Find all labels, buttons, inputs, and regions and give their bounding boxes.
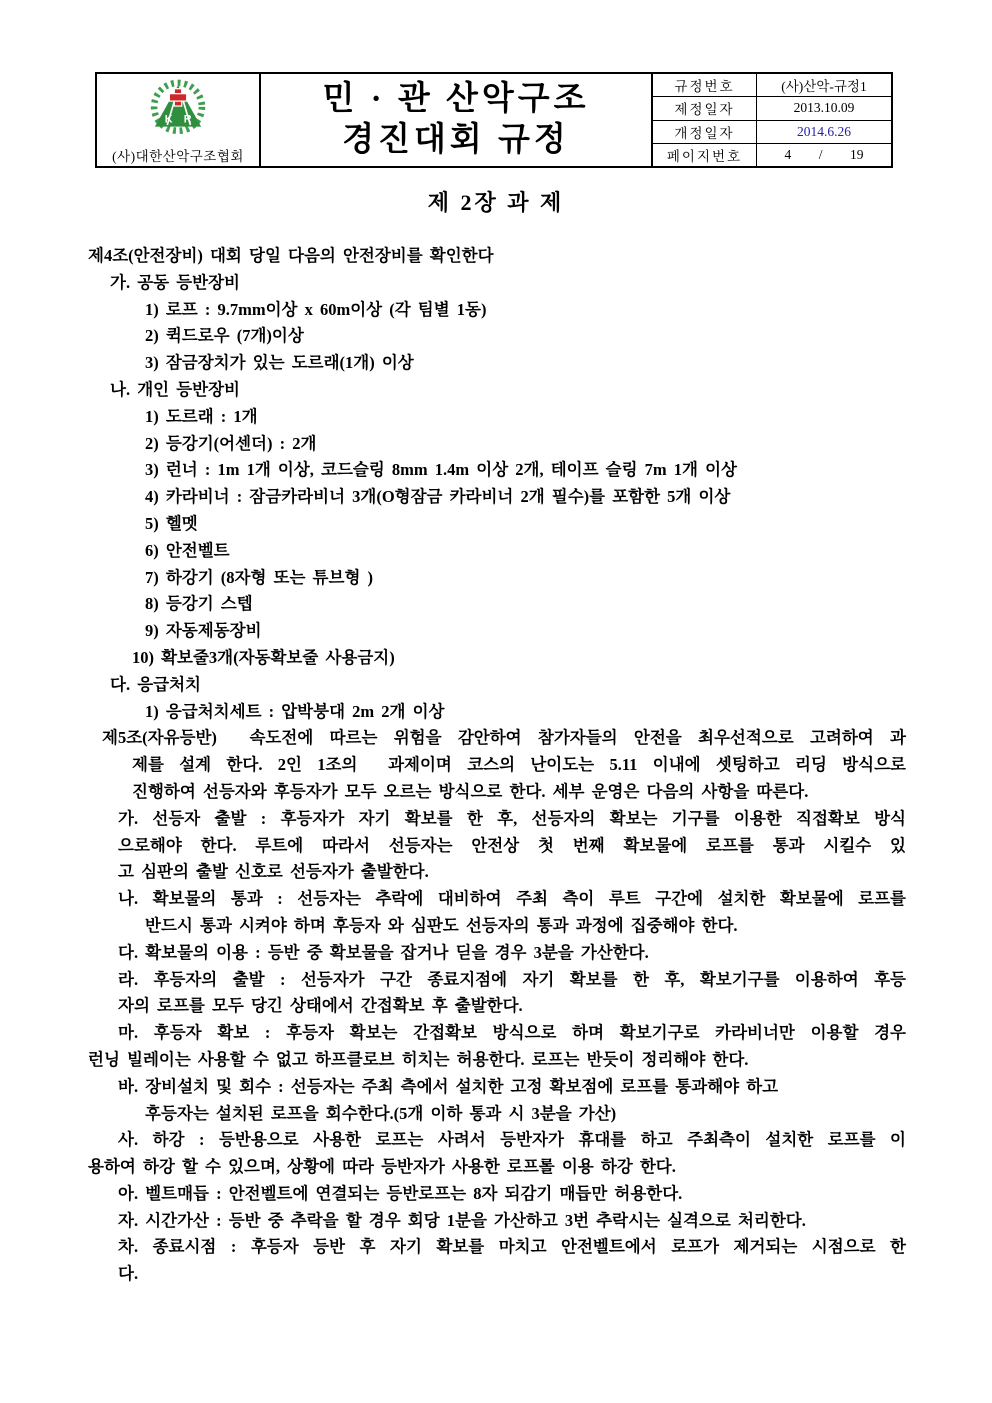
body-line: 나. 확보물의 통과 : 선등자는 추락에 대비하여 주최 측이 루트 구간에 설치한 확보물에 로프를 (118, 889, 906, 909)
body-line: 용하여 하강 할 수 있으며, 상황에 따라 등반자가 사용한 로프롤 이용 하강 한다. (88, 1157, 676, 1177)
body-line: 다. 응급처치 (110, 674, 201, 694)
body-line: 6) 안전벨트 (145, 540, 230, 560)
body-line: 1) 로프 : 9.7mm이상 x 60m이상 (각 팀별 1동) (145, 299, 487, 319)
body-line: 9) 자동제동장비 (145, 621, 262, 641)
body-line: 4) 카라비너 : 잠금카라비너 3개(O형잠금 카라비너 2개 필수)를 포함한 5개 이상 (145, 487, 731, 507)
body-line: 런닝 빌레이는 사용할 수 없고 하프클로브 히치는 허용한다. 로프는 반듯이 정리해야 한다. (88, 1049, 749, 1069)
body-line: 1) 도르래 : 1개 (145, 406, 258, 426)
document-title (261, 74, 653, 166)
chapter-heading: 제 2장 과 제 (427, 190, 565, 215)
body-line: 라. 후등자의 출발 : 선등자가 구간 종료지점에 자기 확보를 한 후, 확보기구를 이용하여 후등 (118, 969, 906, 989)
page-current: 4 (784, 146, 792, 162)
body-lines (88, 243, 906, 1288)
body-line: 제5조(자유등반) 속도전에 따르는 위험을 감안하여 참가자들의 안전을 최우선적으로 고려하여 과 (102, 728, 906, 748)
page-number-label: 페이지번호 (653, 144, 757, 166)
body-line: 고 심판의 출발 신호로 선등자가 출발한다. (118, 862, 429, 882)
enactment-date-label: 제정일자 (653, 97, 757, 120)
logo-cell (97, 74, 261, 166)
body-line: 가. 공동 등반장비 (110, 272, 240, 292)
organization-name: (사)대한산악구조협회 (112, 149, 244, 164)
body-line: 진행하여 선등자와 후등자가 모두 오르는 방식으로 한다. 세부 운영은 다음의 사항을 따른다. (132, 781, 809, 801)
body-line: 마. 후등자 확보 : 후등자 확보는 간접확보 방식으로 하며 확보기구로 카라비너만 이용할 경우 (118, 1023, 906, 1043)
regulation-number-value: (사)산악-규정1 (757, 74, 891, 97)
body-line: 차. 종료시점 : 후등자 등반 후 자기 확보를 마치고 안전벨트에서 로프가 제거되는 시점으로 한 (118, 1237, 906, 1257)
body-line: 아. 벨트매듭 : 안전벨트에 연결되는 등반로프는 8자 되감기 매듭만 허용한다. (118, 1183, 683, 1203)
document-title-line2: 경진대회 규정 (342, 122, 570, 158)
page-total: 19 (849, 146, 864, 162)
enactment-date-value: 2013.10.09 (757, 97, 891, 120)
body-line: 바. 장비설치 및 회수 : 선등자는 주최 측에서 설치한 고정 확보점에 로프를 통과해야 하고 (118, 1076, 779, 1096)
rescue-association-logo-icon (145, 78, 211, 144)
page-separator: / (818, 146, 823, 162)
body-line: 자의 로프를 모두 당긴 상태에서 간접확보 후 출발한다. (118, 996, 523, 1016)
revision-date-label: 개정일자 (653, 121, 757, 144)
body-line: 가. 선등자 출발 : 후등자가 자기 확보를 한 후, 선등자의 확보는 기구를 이용한 직접확보 방식 (118, 808, 906, 828)
body-line: 1) 응급처치세트 : 압박붕대 2m 2개 이상 (145, 701, 445, 721)
body-line: 다. 확보물의 이용 : 등반 중 확보물을 잡거나 딛을 경우 3분을 가산한다. (118, 942, 649, 962)
body-line: 제4조(안전장비) 대회 당일 다음의 안전장비를 확인한다 (88, 246, 494, 265)
body-line: 8) 등강기 스텝 (145, 594, 253, 614)
body-line: 다. (118, 1264, 139, 1284)
body-line: 으로해야 한다. 루트에 따라서 선등자는 안전상 첫 번째 확보물에 로프를 통과 시킬수 있 (118, 835, 906, 855)
body-line: 3) 잠금장치가 있는 도르래(1개) 이상 (145, 353, 414, 373)
body-line: 7) 하강기 (8자형 또는 튜브형 ) (145, 567, 373, 587)
body-line: 사. 하강 : 등반용으로 사용한 로프는 사려서 등반자가 휴대를 하고 주최측이 설치한 로프를 이 (118, 1130, 906, 1150)
logo-letter-r: R (183, 113, 192, 126)
body-line: 2) 등강기(어센더) : 2개 (145, 433, 317, 453)
regulation-number-label: 규정번호 (653, 74, 757, 97)
body-line: 5) 헬멧 (145, 513, 198, 533)
document-info-table (653, 74, 891, 166)
logo-letter-k: K (164, 113, 173, 126)
body-line: 3) 런너 : 1m 1개 이상, 코드슬링 8mm 1.4m 이상 2개, 테이프 슬링 7m 1개 이상 (145, 460, 737, 480)
document-title-line1: 민 · 관 산악구조 (322, 81, 590, 117)
revision-date-value: 2014.6.26 (757, 121, 891, 144)
page-number-value (757, 144, 891, 166)
body-line: 반드시 통과 시켜야 하며 후등자 와 심판도 선등자의 통과 과정에 집중해야 한다. (145, 915, 738, 935)
document-header-table (95, 72, 893, 168)
body-line: 10) 확보줄3개(자동확보줄 사용금지) (132, 647, 395, 667)
body-line: 후등자는 설치된 로프을 회수한다.(5개 이하 통과 시 3분을 가산) (145, 1103, 617, 1123)
body-line: 제를 설계 한다. 2인 1조의 과제이며 코스의 난이도는 5.11 이내에 셋팅하고 리딩 방식으로 (132, 755, 906, 775)
body-line: 나. 개인 등반장비 (110, 379, 240, 399)
body-line: 2) 퀵드로우 (7개)이상 (145, 326, 304, 346)
body-line: 자. 시간가산 : 등반 중 추락을 할 경우 회당 1분을 가산하고 3번 추락시는 실격으로 처리한다. (118, 1210, 806, 1230)
